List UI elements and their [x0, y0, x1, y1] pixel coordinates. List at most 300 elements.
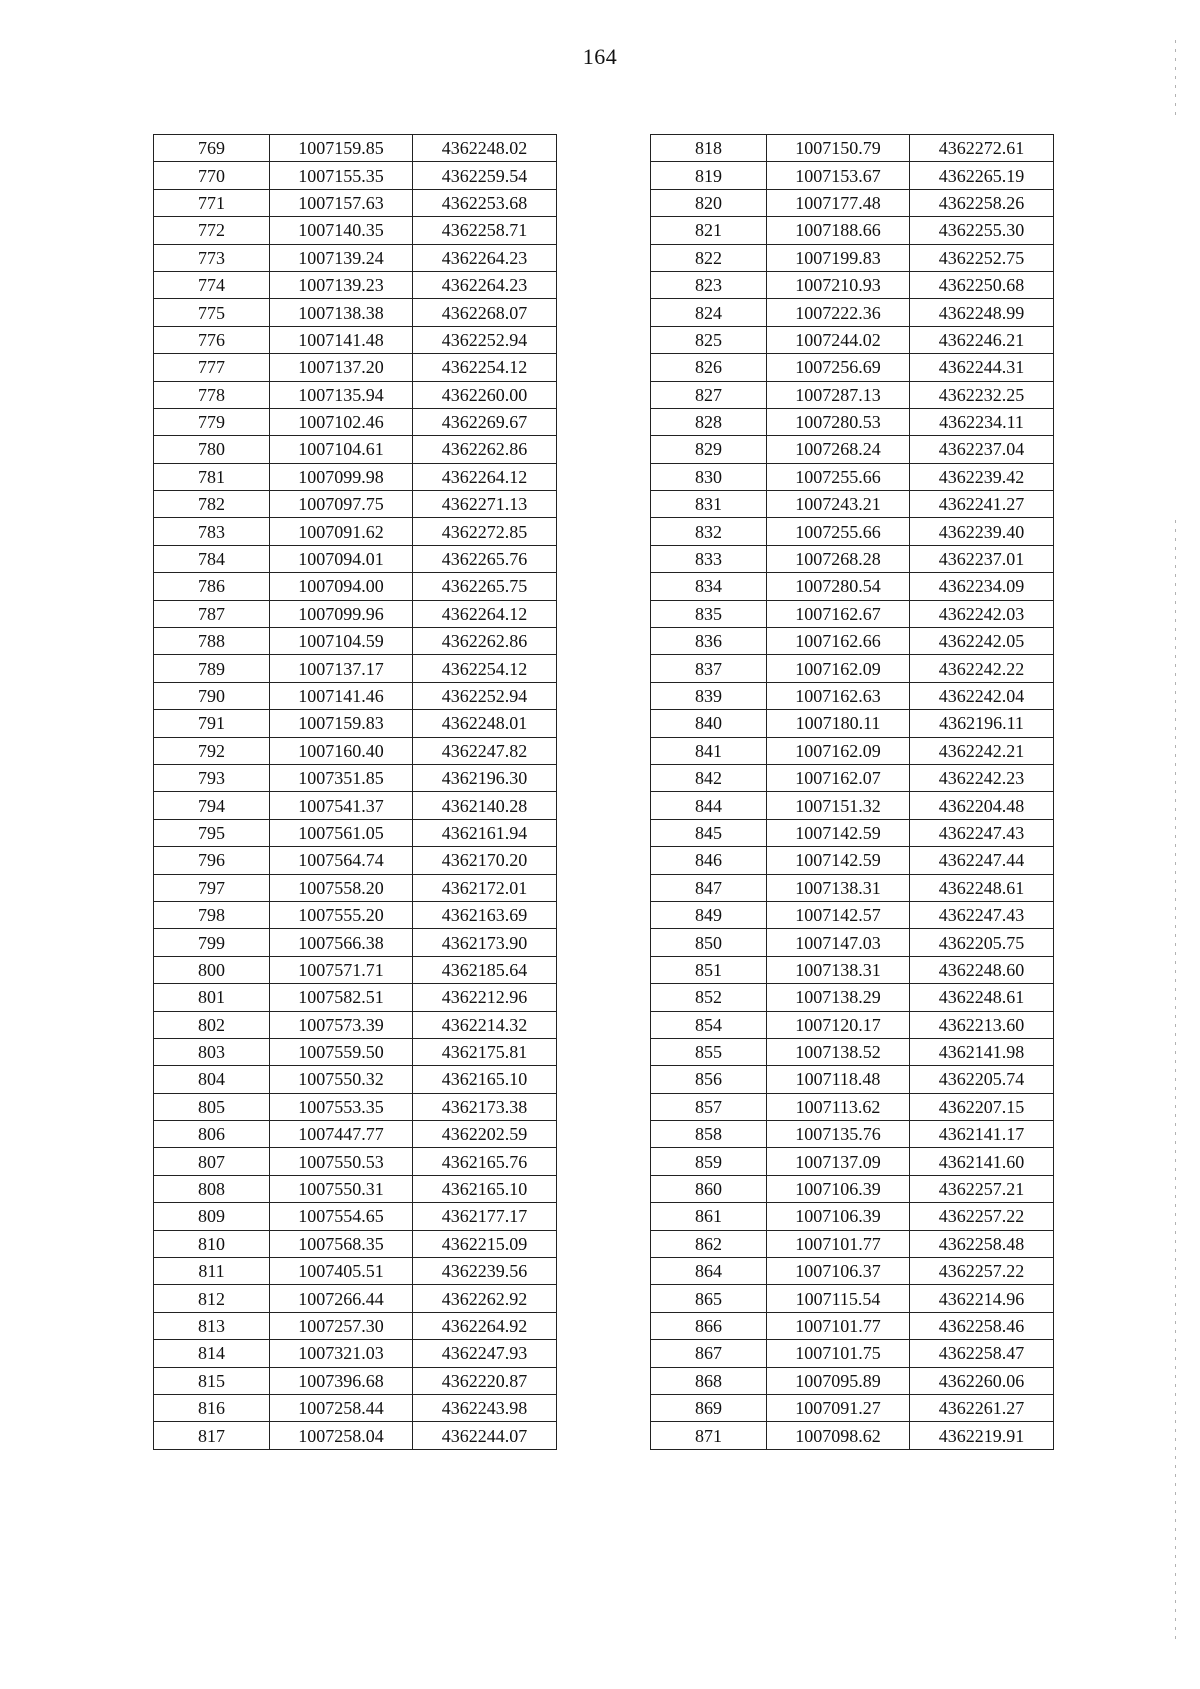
point-number-cell: 849 — [651, 901, 767, 928]
point-number-cell: 868 — [651, 1367, 767, 1394]
point-number-cell: 774 — [154, 271, 270, 298]
point-number-cell: 799 — [154, 929, 270, 956]
table-row — [154, 491, 557, 518]
table-row — [651, 326, 1054, 353]
table-row — [651, 573, 1054, 600]
table-row — [154, 819, 557, 846]
table-row — [651, 354, 1054, 381]
point-number-cell: 859 — [651, 1148, 767, 1175]
x-coordinate-cell: 1007138.52 — [767, 1038, 910, 1065]
x-coordinate-cell: 1007568.35 — [270, 1230, 413, 1257]
y-coordinate-cell: 4362239.56 — [413, 1258, 557, 1285]
table-row — [651, 271, 1054, 298]
point-number-cell: 858 — [651, 1121, 767, 1148]
table-row — [154, 354, 557, 381]
y-coordinate-cell: 4362258.71 — [413, 217, 557, 244]
table-row — [154, 573, 557, 600]
x-coordinate-cell: 1007268.24 — [767, 436, 910, 463]
y-coordinate-cell: 4362241.27 — [910, 491, 1054, 518]
table-row — [154, 1203, 557, 1230]
y-coordinate-cell: 4362247.82 — [413, 737, 557, 764]
x-coordinate-cell: 1007268.28 — [767, 545, 910, 572]
point-number-cell: 834 — [651, 573, 767, 600]
table-row — [154, 217, 557, 244]
point-number-cell: 862 — [651, 1230, 767, 1257]
table-row — [651, 628, 1054, 655]
x-coordinate-cell: 1007099.98 — [270, 463, 413, 490]
table-row — [651, 1203, 1054, 1230]
x-coordinate-cell: 1007097.75 — [270, 491, 413, 518]
point-number-cell: 840 — [651, 710, 767, 737]
table-row — [154, 901, 557, 928]
y-coordinate-cell: 4362204.48 — [910, 792, 1054, 819]
x-coordinate-cell: 1007258.44 — [270, 1394, 413, 1421]
x-coordinate-cell: 1007101.75 — [767, 1340, 910, 1367]
x-coordinate-cell: 1007135.94 — [270, 381, 413, 408]
point-number-cell: 817 — [154, 1422, 270, 1449]
point-number-cell: 788 — [154, 628, 270, 655]
table-row — [651, 819, 1054, 846]
table-row — [154, 1285, 557, 1312]
point-number-cell: 828 — [651, 408, 767, 435]
point-number-cell: 780 — [154, 436, 270, 463]
x-coordinate-cell: 1007160.40 — [270, 737, 413, 764]
y-coordinate-cell: 4362253.68 — [413, 189, 557, 216]
point-number-cell: 815 — [154, 1367, 270, 1394]
x-coordinate-cell: 1007553.35 — [270, 1093, 413, 1120]
table-row — [154, 1422, 557, 1449]
table-row — [154, 1230, 557, 1257]
table-row — [651, 764, 1054, 791]
x-coordinate-cell: 1007162.63 — [767, 682, 910, 709]
point-number-cell: 795 — [154, 819, 270, 846]
point-number-cell: 827 — [651, 381, 767, 408]
x-coordinate-cell: 1007258.04 — [270, 1422, 413, 1449]
table-row — [154, 135, 557, 162]
x-coordinate-cell: 1007106.39 — [767, 1175, 910, 1202]
table-row — [651, 518, 1054, 545]
y-coordinate-cell: 4362220.87 — [413, 1367, 557, 1394]
y-coordinate-cell: 4362242.05 — [910, 628, 1054, 655]
y-coordinate-cell: 4362265.19 — [910, 162, 1054, 189]
x-coordinate-cell: 1007210.93 — [767, 271, 910, 298]
y-coordinate-cell: 4362242.03 — [910, 600, 1054, 627]
table-row — [154, 929, 557, 956]
x-coordinate-cell: 1007137.09 — [767, 1148, 910, 1175]
y-coordinate-cell: 4362262.86 — [413, 628, 557, 655]
x-coordinate-cell: 1007396.68 — [270, 1367, 413, 1394]
y-coordinate-cell: 4362202.59 — [413, 1121, 557, 1148]
table-row — [651, 1285, 1054, 1312]
table-row — [651, 244, 1054, 271]
point-number-cell: 782 — [154, 491, 270, 518]
table-row — [651, 436, 1054, 463]
y-coordinate-cell: 4362170.20 — [413, 847, 557, 874]
y-coordinate-cell: 4362234.11 — [910, 408, 1054, 435]
x-coordinate-cell: 1007141.48 — [270, 326, 413, 353]
table-row — [154, 874, 557, 901]
y-coordinate-cell: 4362232.25 — [910, 381, 1054, 408]
table-row — [154, 1011, 557, 1038]
y-coordinate-cell: 4362254.12 — [413, 354, 557, 381]
y-coordinate-cell: 4362196.11 — [910, 710, 1054, 737]
y-coordinate-cell: 4362247.43 — [910, 901, 1054, 928]
y-coordinate-cell: 4362252.75 — [910, 244, 1054, 271]
point-number-cell: 867 — [651, 1340, 767, 1367]
point-number-cell: 772 — [154, 217, 270, 244]
y-coordinate-cell: 4362265.76 — [413, 545, 557, 572]
x-coordinate-cell: 1007151.32 — [767, 792, 910, 819]
x-coordinate-cell: 1007555.20 — [270, 901, 413, 928]
point-number-cell: 841 — [651, 737, 767, 764]
y-coordinate-cell: 4362264.23 — [413, 244, 557, 271]
table-row — [651, 1312, 1054, 1339]
x-coordinate-cell: 1007447.77 — [270, 1121, 413, 1148]
point-number-cell: 871 — [651, 1422, 767, 1449]
table-row — [651, 1340, 1054, 1367]
x-coordinate-cell: 1007257.30 — [270, 1312, 413, 1339]
x-coordinate-cell: 1007550.31 — [270, 1175, 413, 1202]
x-coordinate-cell: 1007162.67 — [767, 600, 910, 627]
x-coordinate-cell: 1007115.54 — [767, 1285, 910, 1312]
y-coordinate-cell: 4362258.46 — [910, 1312, 1054, 1339]
table-row — [651, 299, 1054, 326]
table-row — [154, 984, 557, 1011]
y-coordinate-cell: 4362258.48 — [910, 1230, 1054, 1257]
x-coordinate-cell: 1007559.50 — [270, 1038, 413, 1065]
point-number-cell: 810 — [154, 1230, 270, 1257]
y-coordinate-cell: 4362268.07 — [413, 299, 557, 326]
point-number-cell: 812 — [154, 1285, 270, 1312]
y-coordinate-cell: 4362141.60 — [910, 1148, 1054, 1175]
table-row — [651, 545, 1054, 572]
point-number-cell: 796 — [154, 847, 270, 874]
table-row — [651, 655, 1054, 682]
table-row — [154, 299, 557, 326]
point-number-cell: 852 — [651, 984, 767, 1011]
x-coordinate-cell: 1007550.53 — [270, 1148, 413, 1175]
point-number-cell: 779 — [154, 408, 270, 435]
x-coordinate-cell: 1007159.83 — [270, 710, 413, 737]
x-coordinate-cell: 1007541.37 — [270, 792, 413, 819]
x-coordinate-cell: 1007137.20 — [270, 354, 413, 381]
point-number-cell: 797 — [154, 874, 270, 901]
y-coordinate-cell: 4362244.07 — [413, 1422, 557, 1449]
point-number-cell: 773 — [154, 244, 270, 271]
table-row — [651, 792, 1054, 819]
x-coordinate-cell: 1007157.63 — [270, 189, 413, 216]
table-row — [154, 189, 557, 216]
point-number-cell: 811 — [154, 1258, 270, 1285]
point-number-cell: 775 — [154, 299, 270, 326]
y-coordinate-cell: 4362175.81 — [413, 1038, 557, 1065]
x-coordinate-cell: 1007120.17 — [767, 1011, 910, 1038]
x-coordinate-cell: 1007142.59 — [767, 847, 910, 874]
table-row — [154, 1312, 557, 1339]
table-row — [651, 463, 1054, 490]
y-coordinate-cell: 4362242.21 — [910, 737, 1054, 764]
table-row — [154, 545, 557, 572]
point-number-cell: 835 — [651, 600, 767, 627]
y-coordinate-cell: 4362248.60 — [910, 956, 1054, 983]
point-number-cell: 842 — [651, 764, 767, 791]
table-row — [651, 1230, 1054, 1257]
table-row — [154, 436, 557, 463]
y-coordinate-cell: 4362185.64 — [413, 956, 557, 983]
x-coordinate-cell: 1007137.17 — [270, 655, 413, 682]
point-number-cell: 771 — [154, 189, 270, 216]
point-number-cell: 816 — [154, 1394, 270, 1421]
table-row — [154, 737, 557, 764]
y-coordinate-cell: 4362260.00 — [413, 381, 557, 408]
x-coordinate-cell: 1007244.02 — [767, 326, 910, 353]
y-coordinate-cell: 4362234.09 — [910, 573, 1054, 600]
x-coordinate-cell: 1007106.39 — [767, 1203, 910, 1230]
x-coordinate-cell: 1007280.53 — [767, 408, 910, 435]
x-coordinate-cell: 1007142.57 — [767, 901, 910, 928]
x-coordinate-cell: 1007140.35 — [270, 217, 413, 244]
point-number-cell: 864 — [651, 1258, 767, 1285]
x-coordinate-cell: 1007150.79 — [767, 135, 910, 162]
table-row — [651, 600, 1054, 627]
x-coordinate-cell: 1007280.54 — [767, 573, 910, 600]
table-row — [154, 518, 557, 545]
table-row — [651, 1175, 1054, 1202]
y-coordinate-cell: 4362141.98 — [910, 1038, 1054, 1065]
table-row — [651, 874, 1054, 901]
table-row — [154, 655, 557, 682]
table-row — [154, 244, 557, 271]
table-row — [154, 271, 557, 298]
scan-edge-mark — [1175, 520, 1176, 1640]
point-number-cell: 807 — [154, 1148, 270, 1175]
point-number-cell: 814 — [154, 1340, 270, 1367]
point-number-cell: 831 — [651, 491, 767, 518]
y-coordinate-cell: 4362239.42 — [910, 463, 1054, 490]
point-number-cell: 819 — [651, 162, 767, 189]
x-coordinate-cell: 1007091.62 — [270, 518, 413, 545]
point-number-cell: 850 — [651, 929, 767, 956]
table-row — [651, 1148, 1054, 1175]
y-coordinate-cell: 4362196.30 — [413, 764, 557, 791]
y-coordinate-cell: 4362141.17 — [910, 1121, 1054, 1148]
point-number-cell: 833 — [651, 545, 767, 572]
y-coordinate-cell: 4362173.38 — [413, 1093, 557, 1120]
x-coordinate-cell: 1007139.24 — [270, 244, 413, 271]
table-row — [154, 710, 557, 737]
table-row — [651, 1367, 1054, 1394]
x-coordinate-cell: 1007155.35 — [270, 162, 413, 189]
point-number-cell: 778 — [154, 381, 270, 408]
x-coordinate-cell: 1007162.66 — [767, 628, 910, 655]
x-coordinate-cell: 1007142.59 — [767, 819, 910, 846]
x-coordinate-cell: 1007550.32 — [270, 1066, 413, 1093]
table-row — [651, 929, 1054, 956]
coordinates-table-right — [650, 134, 1054, 1450]
table-row — [154, 682, 557, 709]
point-number-cell: 826 — [651, 354, 767, 381]
table-row — [651, 737, 1054, 764]
y-coordinate-cell: 4362272.61 — [910, 135, 1054, 162]
x-coordinate-cell: 1007094.00 — [270, 573, 413, 600]
y-coordinate-cell: 4362248.02 — [413, 135, 557, 162]
point-number-cell: 822 — [651, 244, 767, 271]
x-coordinate-cell: 1007098.62 — [767, 1422, 910, 1449]
y-coordinate-cell: 4362271.13 — [413, 491, 557, 518]
x-coordinate-cell: 1007138.29 — [767, 984, 910, 1011]
table-row — [154, 1175, 557, 1202]
point-number-cell: 866 — [651, 1312, 767, 1339]
point-number-cell: 792 — [154, 737, 270, 764]
point-number-cell: 821 — [651, 217, 767, 244]
x-coordinate-cell: 1007135.76 — [767, 1121, 910, 1148]
x-coordinate-cell: 1007566.38 — [270, 929, 413, 956]
table-row — [651, 847, 1054, 874]
point-number-cell: 820 — [651, 189, 767, 216]
x-coordinate-cell: 1007118.48 — [767, 1066, 910, 1093]
y-coordinate-cell: 4362242.23 — [910, 764, 1054, 791]
point-number-cell: 836 — [651, 628, 767, 655]
x-coordinate-cell: 1007188.66 — [767, 217, 910, 244]
y-coordinate-cell: 4362212.96 — [413, 984, 557, 1011]
point-number-cell: 832 — [651, 518, 767, 545]
x-coordinate-cell: 1007564.74 — [270, 847, 413, 874]
table-row — [651, 189, 1054, 216]
point-number-cell: 787 — [154, 600, 270, 627]
y-coordinate-cell: 4362219.91 — [910, 1422, 1054, 1449]
x-coordinate-cell: 1007138.31 — [767, 956, 910, 983]
point-number-cell: 856 — [651, 1066, 767, 1093]
y-coordinate-cell: 4362254.12 — [413, 655, 557, 682]
x-coordinate-cell: 1007199.83 — [767, 244, 910, 271]
point-number-cell: 865 — [651, 1285, 767, 1312]
y-coordinate-cell: 4362215.09 — [413, 1230, 557, 1257]
y-coordinate-cell: 4362247.44 — [910, 847, 1054, 874]
table-row — [651, 1258, 1054, 1285]
y-coordinate-cell: 4362242.22 — [910, 655, 1054, 682]
table-row — [154, 600, 557, 627]
y-coordinate-cell: 4362207.15 — [910, 1093, 1054, 1120]
y-coordinate-cell: 4362243.98 — [413, 1394, 557, 1421]
table-row — [651, 710, 1054, 737]
table-row — [154, 408, 557, 435]
y-coordinate-cell: 4362237.04 — [910, 436, 1054, 463]
y-coordinate-cell: 4362173.90 — [413, 929, 557, 956]
table-row — [154, 1093, 557, 1120]
y-coordinate-cell: 4362255.30 — [910, 217, 1054, 244]
y-coordinate-cell: 4362165.76 — [413, 1148, 557, 1175]
point-number-cell: 791 — [154, 710, 270, 737]
y-coordinate-cell: 4362272.85 — [413, 518, 557, 545]
y-coordinate-cell: 4362262.86 — [413, 436, 557, 463]
point-number-cell: 769 — [154, 135, 270, 162]
coordinates-table-left — [153, 134, 557, 1450]
y-coordinate-cell: 4362257.22 — [910, 1258, 1054, 1285]
y-coordinate-cell: 4362258.26 — [910, 189, 1054, 216]
point-number-cell: 861 — [651, 1203, 767, 1230]
x-coordinate-cell: 1007106.37 — [767, 1258, 910, 1285]
table-row — [154, 162, 557, 189]
table-row — [651, 162, 1054, 189]
y-coordinate-cell: 4362257.21 — [910, 1175, 1054, 1202]
table-row — [154, 1148, 557, 1175]
table-row — [154, 792, 557, 819]
point-number-cell: 804 — [154, 1066, 270, 1093]
point-number-cell: 830 — [651, 463, 767, 490]
point-number-cell: 786 — [154, 573, 270, 600]
y-coordinate-cell: 4362247.93 — [413, 1340, 557, 1367]
point-number-cell: 855 — [651, 1038, 767, 1065]
x-coordinate-cell: 1007266.44 — [270, 1285, 413, 1312]
point-number-cell: 800 — [154, 956, 270, 983]
y-coordinate-cell: 4362239.40 — [910, 518, 1054, 545]
y-coordinate-cell: 4362261.27 — [910, 1394, 1054, 1421]
table-row — [651, 1093, 1054, 1120]
page-number: 164 — [582, 44, 618, 69]
point-number-cell: 846 — [651, 847, 767, 874]
y-coordinate-cell: 4362246.21 — [910, 326, 1054, 353]
x-coordinate-cell: 1007113.62 — [767, 1093, 910, 1120]
point-number-cell: 794 — [154, 792, 270, 819]
point-number-cell: 813 — [154, 1312, 270, 1339]
y-coordinate-cell: 4362247.43 — [910, 819, 1054, 846]
x-coordinate-cell: 1007558.20 — [270, 874, 413, 901]
x-coordinate-cell: 1007094.01 — [270, 545, 413, 572]
x-coordinate-cell: 1007139.23 — [270, 271, 413, 298]
x-coordinate-cell: 1007287.13 — [767, 381, 910, 408]
point-number-cell: 803 — [154, 1038, 270, 1065]
x-coordinate-cell: 1007162.09 — [767, 655, 910, 682]
x-coordinate-cell: 1007138.31 — [767, 874, 910, 901]
point-number-cell: 805 — [154, 1093, 270, 1120]
y-coordinate-cell: 4362264.92 — [413, 1312, 557, 1339]
x-coordinate-cell: 1007554.65 — [270, 1203, 413, 1230]
point-number-cell: 809 — [154, 1203, 270, 1230]
scan-edge-mark — [1175, 40, 1176, 120]
table-row — [154, 847, 557, 874]
table-row — [154, 463, 557, 490]
y-coordinate-cell: 4362161.94 — [413, 819, 557, 846]
point-number-cell: 770 — [154, 162, 270, 189]
point-number-cell: 847 — [651, 874, 767, 901]
table-row — [154, 1367, 557, 1394]
y-coordinate-cell: 4362205.75 — [910, 929, 1054, 956]
y-coordinate-cell: 4362163.69 — [413, 901, 557, 928]
x-coordinate-cell: 1007095.89 — [767, 1367, 910, 1394]
y-coordinate-cell: 4362248.01 — [413, 710, 557, 737]
point-number-cell: 829 — [651, 436, 767, 463]
y-coordinate-cell: 4362258.47 — [910, 1340, 1054, 1367]
x-coordinate-cell: 1007153.67 — [767, 162, 910, 189]
y-coordinate-cell: 4362214.96 — [910, 1285, 1054, 1312]
point-number-cell: 823 — [651, 271, 767, 298]
table-row — [651, 1038, 1054, 1065]
x-coordinate-cell: 1007102.46 — [270, 408, 413, 435]
x-coordinate-cell: 1007573.39 — [270, 1011, 413, 1038]
point-number-cell: 802 — [154, 1011, 270, 1038]
table-row — [651, 217, 1054, 244]
table-row — [651, 1394, 1054, 1421]
x-coordinate-cell: 1007561.05 — [270, 819, 413, 846]
table-row — [651, 381, 1054, 408]
point-number-cell: 784 — [154, 545, 270, 572]
x-coordinate-cell: 1007141.46 — [270, 682, 413, 709]
table-row — [651, 408, 1054, 435]
point-number-cell: 776 — [154, 326, 270, 353]
x-coordinate-cell: 1007104.59 — [270, 628, 413, 655]
table-row — [154, 1066, 557, 1093]
table-row — [154, 628, 557, 655]
